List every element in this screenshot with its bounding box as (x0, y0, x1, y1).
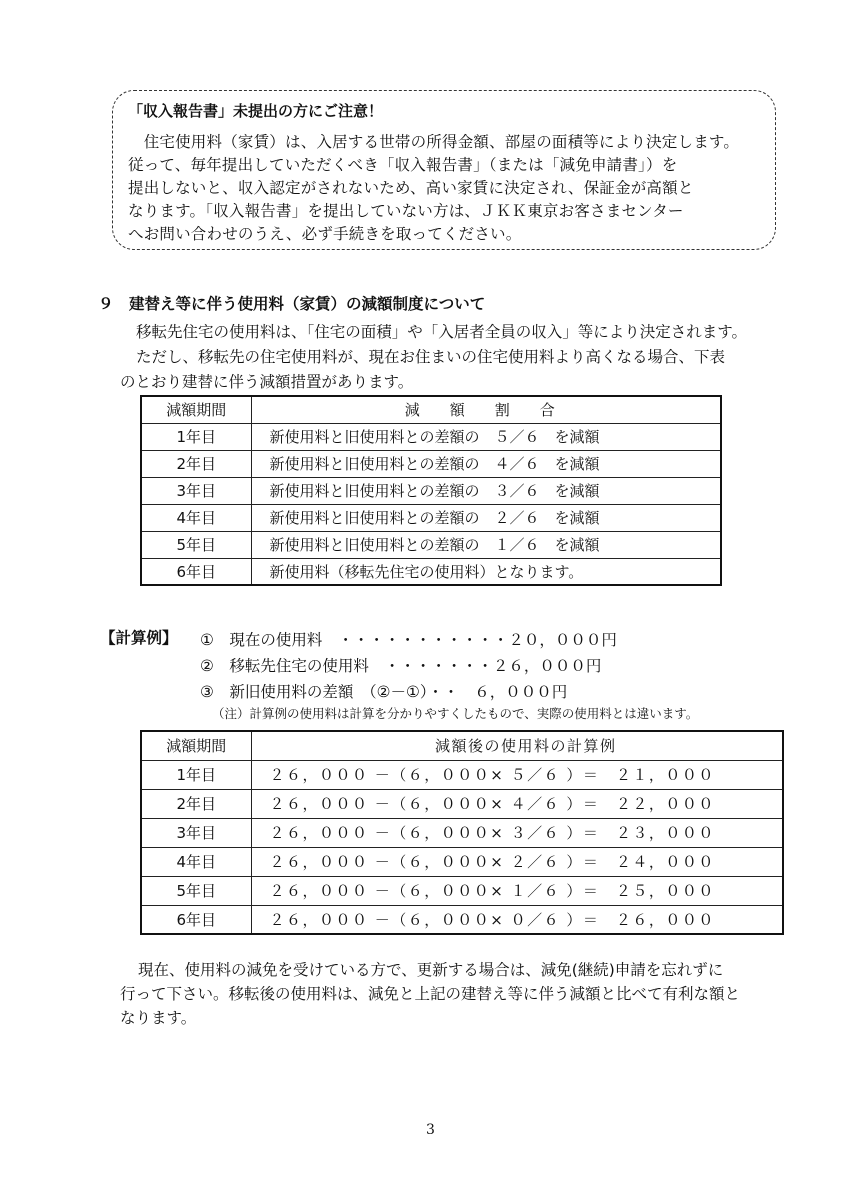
header-period: 減額期間 (141, 731, 251, 760)
period-cell: 3年目 (141, 818, 251, 847)
table-row (141, 760, 783, 789)
period-cell: 5年目 (141, 531, 251, 558)
table-row (141, 847, 783, 876)
period-cell: 4年目 (141, 847, 251, 876)
period-cell: 4年目 (141, 504, 251, 531)
table-row (141, 558, 721, 585)
notice-line: 提出しないと、収入認定がされないため、高い家賃に決定され、保証金が高額と (128, 179, 694, 197)
section-heading: ９ 建替え等に伴う使用料（家賃）の減額制度について (98, 295, 486, 313)
notice-title: 「収入報告書」未提出の方にご注意！ (128, 102, 384, 120)
section-paragraph-line: ただし、移転先の住宅使用料が、現在お住まいの住宅使用料より高くなる場合、下表 (136, 348, 726, 366)
period-cell: 1年目 (141, 760, 251, 789)
rate-cell: 新使用料と旧使用料との差額の ２／６ を減額 (251, 504, 721, 531)
table-row (141, 423, 721, 450)
table-header-row (141, 731, 783, 760)
table-row (141, 876, 783, 905)
rate-cell: 新使用料と旧使用料との差額の ５／６ を減額 (251, 423, 721, 450)
period-cell: 1年目 (141, 423, 251, 450)
table-row (141, 504, 721, 531)
table-row (141, 450, 721, 477)
section-paragraph-line: のとおり建替に伴う減額措置があります。 (120, 373, 414, 391)
table-row (141, 905, 783, 934)
closing-line: 行って下さい。移転後の使用料は、減免と上記の建替え等に伴う減額と比べて有利な額と (120, 985, 741, 1003)
period-cell: 5年目 (141, 876, 251, 905)
header-rate: 減額割合 (251, 396, 721, 423)
formula-cell: ２６，０００ －（６，０００× １／６ ）＝ ２５，０００ (251, 876, 783, 905)
notice-line: なります。「収入報告書」を提出していない方は、ＪＫＫ東京お客さまセンター (128, 202, 684, 220)
period-cell: 2年目 (141, 450, 251, 477)
period-cell: 6年目 (141, 558, 251, 585)
calculation-line: ③ 新旧使用料の差額 （②－①）・・ ６，０００円 (200, 683, 568, 701)
table-row (141, 789, 783, 818)
period-cell: 3年目 (141, 477, 251, 504)
period-cell: 2年目 (141, 789, 251, 818)
table-row (141, 477, 721, 504)
formula-cell: ２６，０００ －（６，０００× ５／６ ）＝ ２１，０００ (251, 760, 783, 789)
rate-cell: 新使用料と旧使用料との差額の １／６ を減額 (251, 531, 721, 558)
calculation-label: 【計算例】 (100, 629, 178, 647)
notice-line: 従って、毎年提出していただくべき「収入報告書」（または「減免申請書」）を (128, 156, 678, 174)
rate-cell: 新使用料（移転先住宅の使用料）となります。 (251, 558, 721, 585)
header-formula: 減額後の使用料の計算例 (251, 731, 783, 760)
rate-cell: 新使用料と旧使用料との差額の ４／６ を減額 (251, 450, 721, 477)
table-row (141, 818, 783, 847)
rate-cell: 新使用料と旧使用料との差額の ３／６ を減額 (251, 477, 721, 504)
closing-line: なります。 (120, 1009, 197, 1027)
header-period: 減額期間 (141, 396, 251, 423)
formula-cell: ２６，０００ －（６，０００× ３／６ ）＝ ２３，０００ (251, 818, 783, 847)
reduction-table (140, 395, 722, 586)
calculation-line: ① 現在の使用料 ・・・・・・・・・・・２０，０００円 (200, 631, 617, 649)
example-table (140, 730, 784, 935)
formula-cell: ２６，０００ －（６，０００× ４／６ ）＝ ２２，０００ (251, 789, 783, 818)
period-cell: 6年目 (141, 905, 251, 934)
notice-line: 住宅使用料（家賃）は、入居する世帯の所得金額、部屋の面積等により決定します。 (128, 133, 740, 151)
calculation-line: ② 移転先住宅の使用料 ・・・・・・・２６，０００円 (200, 657, 602, 675)
notice-line: へお問い合わせのうえ、必ず手続きを取ってください。 (128, 225, 522, 243)
section-paragraph-line: 移転先住宅の使用料は、「住宅の面積」や「入居者全員の収入」等により決定されます。 (136, 323, 748, 341)
page-number: 3 (426, 1122, 435, 1138)
closing-line: 現在、使用料の減免を受けている方で、更新する場合は、減免(継続)申請を忘れずに (138, 961, 724, 979)
table-header-row (141, 396, 721, 423)
formula-cell: ２６，０００ －（６，０００× ０／６ ）＝ ２６，０００ (251, 905, 783, 934)
formula-cell: ２６，０００ －（６，０００× ２／６ ）＝ ２４，０００ (251, 847, 783, 876)
calculation-note: （注）計算例の使用料は計算を分かりやすくしたもので、実際の使用料とは違います。 (212, 706, 699, 721)
table-row (141, 531, 721, 558)
